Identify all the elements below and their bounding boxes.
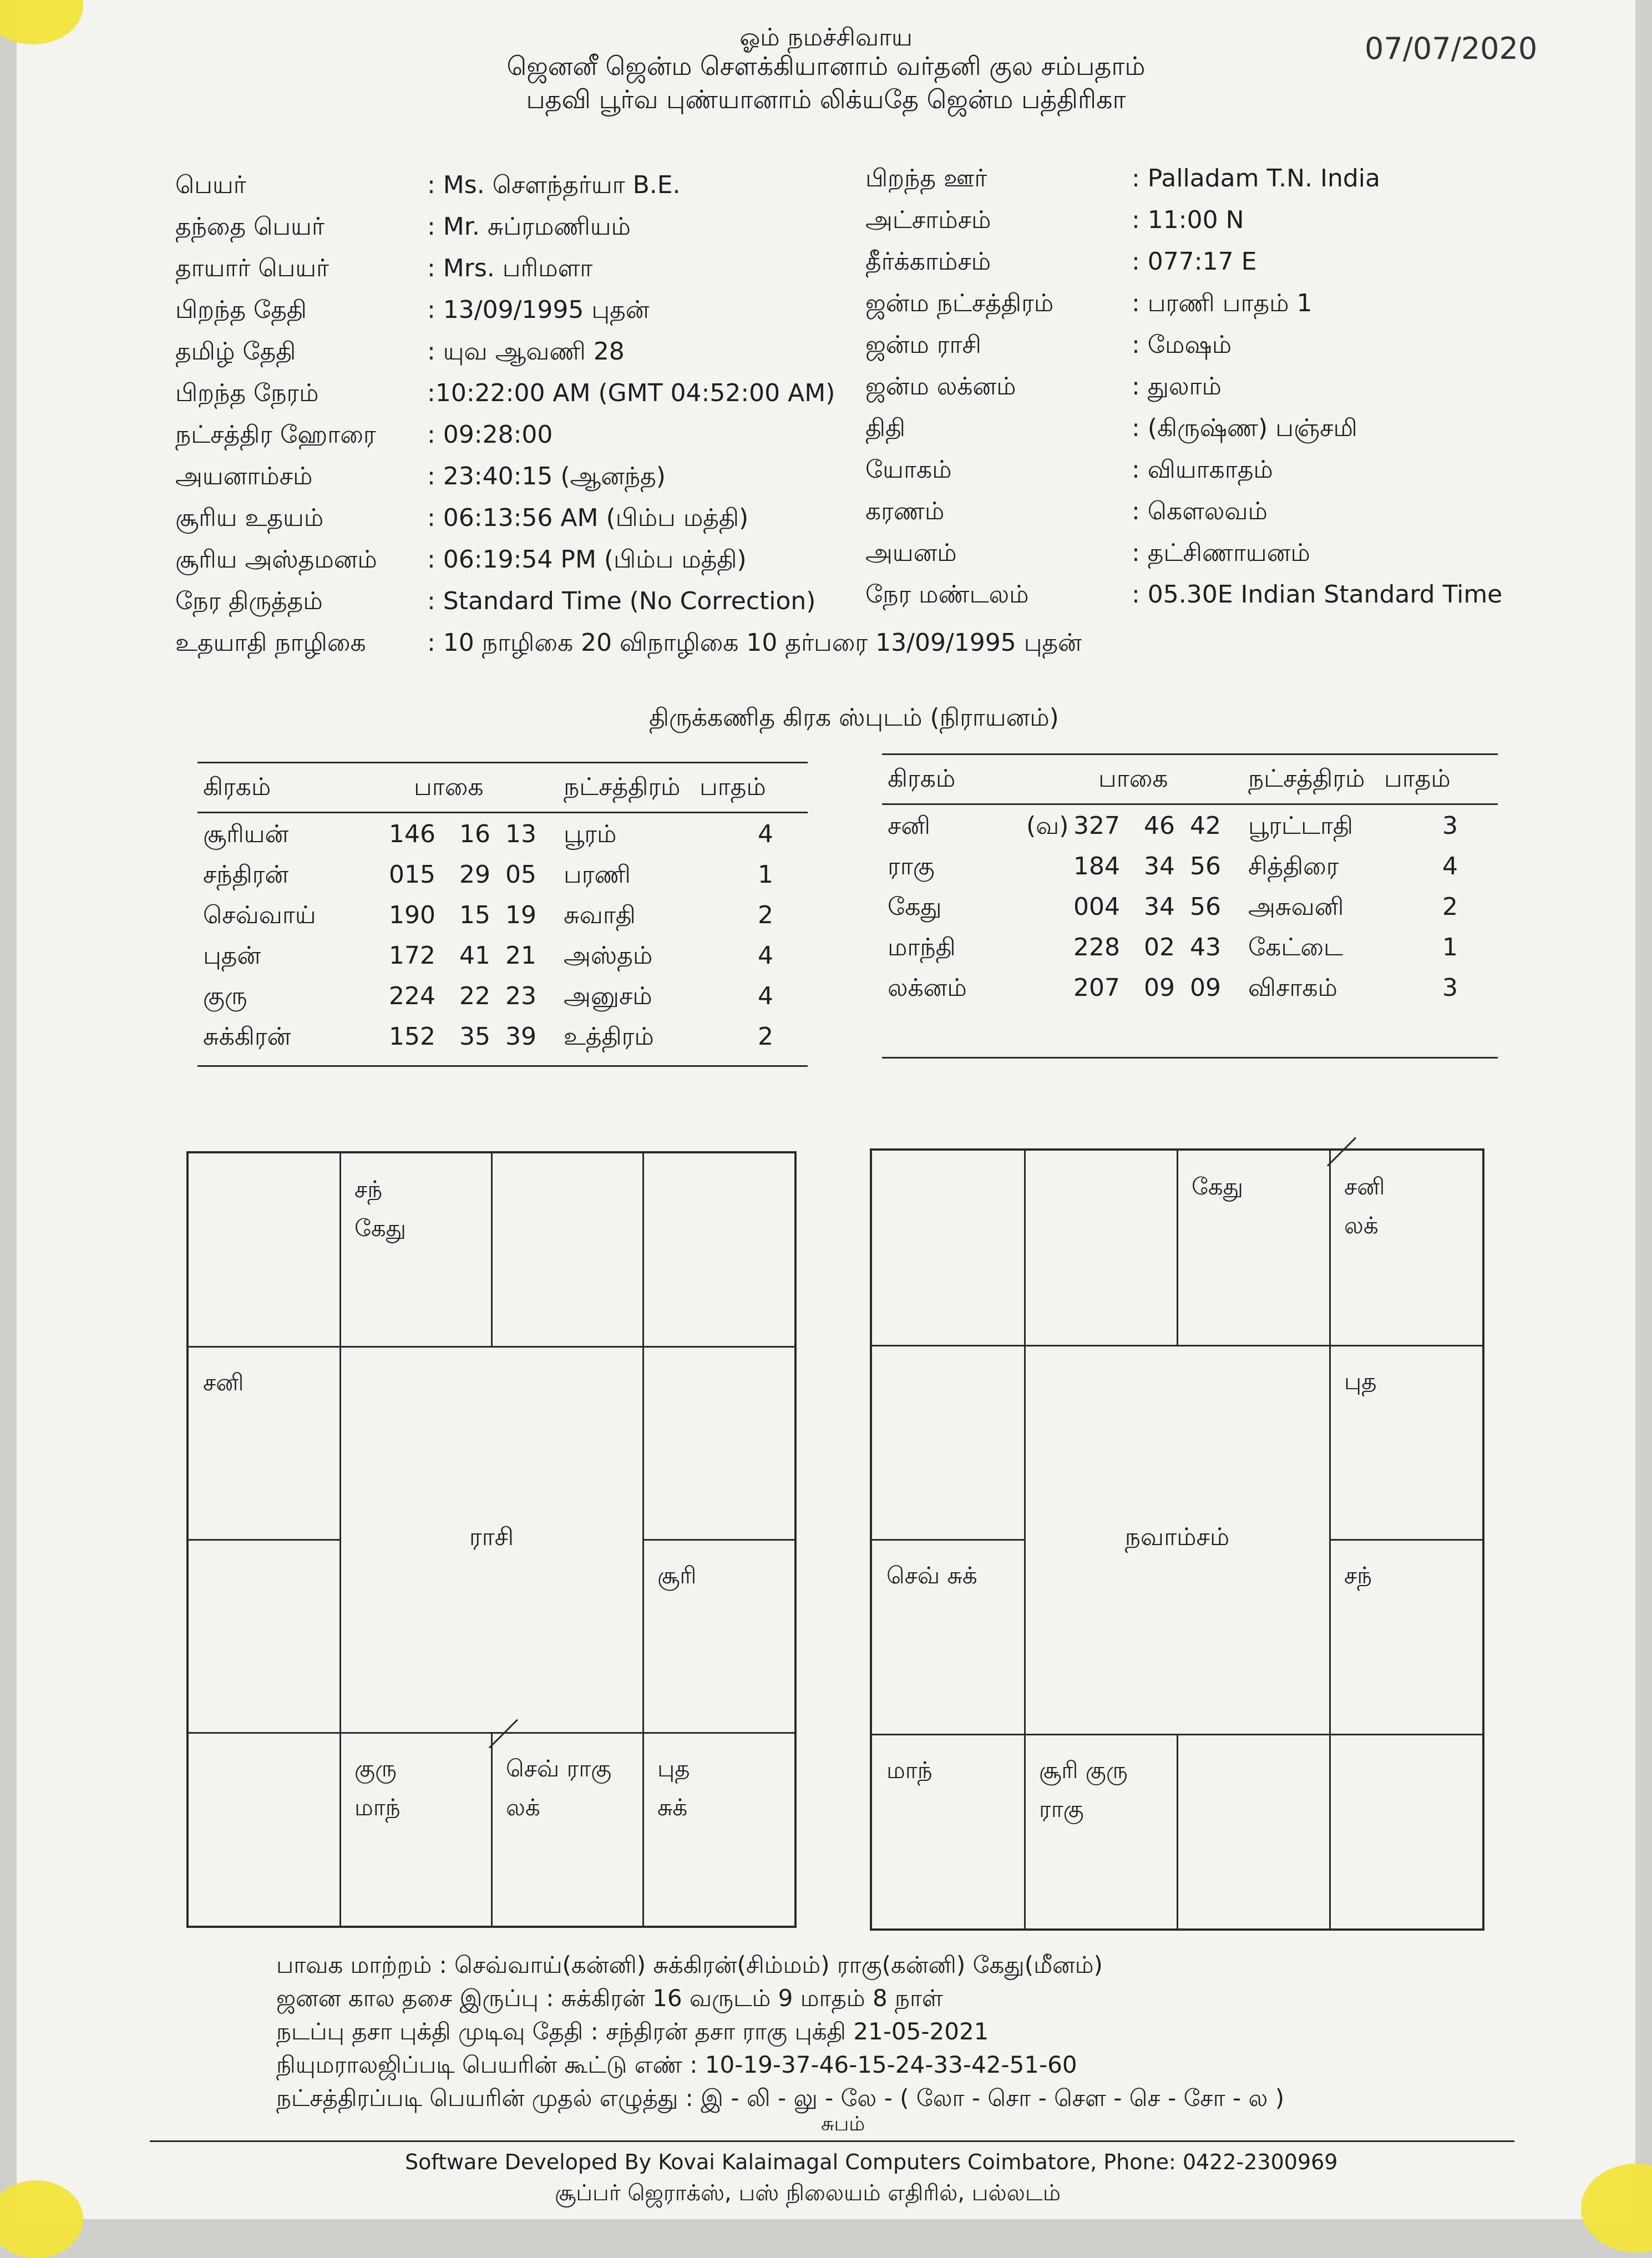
footer-rule — [150, 2140, 1514, 2142]
rasi-chart — [186, 1151, 797, 1928]
degree-value: 207 — [1073, 974, 1120, 1002]
col-header-degree: பாகை — [1098, 765, 1168, 793]
planet-name: லக்னம் — [888, 974, 967, 1002]
house-planet-kumbha: சனி — [203, 1369, 244, 1396]
degree-value: 190 — [389, 901, 435, 929]
star-name: பூரட்டாதி — [1248, 812, 1354, 840]
pada-value: 2 — [758, 901, 773, 929]
detail-label: நேர மண்டலம் — [865, 580, 1029, 609]
shop-address: சூப்பர் ஜெராக்ஸ், பஸ் நிலையம் எதிரில், பல்லடம் — [555, 2180, 1061, 2206]
detail-label: அயனம் — [865, 539, 957, 567]
grid-line — [340, 1346, 643, 1348]
minute-value: 22 — [459, 982, 490, 1010]
tape-bottom-left — [0, 2180, 83, 2258]
grid-line — [340, 1732, 643, 1734]
dasa-balance: ஜனன கால தசை இருப்பு : சுக்கிரன் 16 வருடம் 9 மாதம் 8 நாள் — [276, 1984, 943, 2012]
house-planet-mesha: சந் — [354, 1176, 383, 1203]
house-planet-makara: செவ் சுக் — [886, 1562, 977, 1589]
detail-label: கரணம் — [865, 497, 945, 525]
degree-value: 327 — [1073, 812, 1120, 840]
grid-line — [1330, 1539, 1482, 1541]
detail-value: : வியாகாதம் — [1132, 455, 1273, 484]
grid-line — [339, 1733, 341, 1926]
house-planet-kanni: சுக் — [657, 1794, 688, 1821]
minute-value: 34 — [1144, 852, 1175, 880]
col-header-planet: கிரகம் — [888, 765, 956, 793]
detail-value: : தட்சிணாயனம் — [1132, 539, 1310, 567]
grid-line — [189, 1346, 340, 1348]
degree-value: 228 — [1073, 933, 1120, 961]
minute-value: 35 — [459, 1022, 490, 1051]
pada-value: 3 — [1442, 974, 1458, 1002]
grid-line — [1177, 1151, 1178, 1345]
detail-value: :10:22:00 AM (GMT 04:52:00 AM) — [427, 379, 835, 407]
second-value: 43 — [1190, 933, 1221, 961]
detail-value: : யுவ ஆவணி 28 — [427, 337, 625, 366]
house-planet-mithuna: சனி — [1344, 1173, 1385, 1200]
star-name: சித்திரை — [1248, 852, 1339, 880]
col-header-planet: கிரகம் — [203, 773, 271, 801]
pada-value: 4 — [758, 982, 773, 1010]
grid-line — [642, 1733, 644, 1926]
minute-value: 09 — [1144, 974, 1175, 1002]
second-value: 23 — [505, 982, 536, 1010]
pada-value: 1 — [1442, 933, 1458, 961]
detail-label: அயனாம்சம் — [175, 462, 313, 490]
table-bottom-rule — [197, 1065, 808, 1067]
house-planet-simha: சந் — [1344, 1562, 1372, 1589]
print-date: 07/07/2020 — [1365, 31, 1538, 66]
pada-value: 3 — [1442, 812, 1458, 840]
detail-label: தமிழ் தேதி — [175, 337, 296, 366]
detail-label: தீர்க்காம்சம் — [865, 247, 991, 276]
minute-value: 16 — [459, 820, 490, 848]
house-planet-rishaba: கேது — [1192, 1173, 1244, 1200]
navamsa-chart — [870, 1148, 1484, 1931]
grid-line — [1329, 1734, 1331, 1929]
house-planet-vrischika: மாந் — [354, 1794, 401, 1821]
grid-line — [491, 1733, 493, 1926]
degree-value: 146 — [389, 820, 435, 848]
detail-value: : Ms. சௌந்தர்யா B.E. — [427, 171, 681, 199]
col-header-pada: பாதம் — [700, 773, 766, 801]
col-header-pada: பாதம் — [1384, 765, 1451, 793]
detail-label: நேர திருத்தம் — [175, 587, 323, 615]
minute-value: 29 — [459, 860, 490, 889]
grid-line — [642, 1153, 644, 1346]
degree-value: 172 — [389, 941, 435, 970]
detail-value: : Mr. சுப்ரமணியம் — [427, 212, 631, 241]
degree-value: 224 — [389, 982, 435, 1010]
degree-value: 015 — [389, 860, 435, 889]
name-first-letters: நட்சத்திரப்படி பெயரின் முதல் எழுத்து : இ - லி - லு - லே - ( லோ - சொ - சௌ - செ - சோ - ல ) — [276, 2084, 1285, 2112]
grid-line — [1024, 1734, 1026, 1929]
house-planet-simha: சூரி — [657, 1562, 697, 1589]
house-planet-kanni: புத — [657, 1755, 690, 1782]
planet-name: புதன் — [203, 941, 261, 970]
planet-name: சூரியன் — [203, 820, 289, 848]
house-planet-mithuna: லக் — [1344, 1212, 1379, 1239]
grid-line — [643, 1732, 794, 1734]
star-name: பூரம் — [564, 820, 617, 848]
second-value: 56 — [1190, 852, 1221, 880]
detail-label: திதி — [865, 414, 906, 442]
star-name: அசுவனி — [1248, 893, 1344, 921]
detail-label: யோகம் — [865, 455, 952, 484]
planet-name: சுக்கிரன் — [203, 1022, 291, 1051]
second-value: 13 — [505, 820, 536, 848]
house-planet-thula: செவ் ராகு — [506, 1755, 612, 1782]
bhava-change: பாவக மாற்றம் : செவ்வாய்(கன்னி) சுக்கிரன்(சிம்மம்) ராகு(கன்னி) கேது(மீனம்) — [276, 1951, 1103, 1978]
detail-value: : 077:17 E — [1132, 247, 1257, 276]
grid-line — [491, 1153, 493, 1346]
minute-value: 34 — [1144, 893, 1175, 921]
numerology-numbers: நியுமராலஜிப்படி பெயரின் கூட்டு எண் : 10-19-37-46-15-24-33-42-51-60 — [276, 2051, 1077, 2078]
detail-label: பிறந்த நேரம் — [175, 379, 319, 407]
grid-line — [1024, 1151, 1026, 1345]
minute-value: 41 — [459, 941, 490, 970]
detail-value: : 06:13:56 AM (பிம்ப மத்தி) — [427, 504, 749, 532]
detail-label: சூரிய உதயம் — [175, 504, 324, 532]
star-name: உத்திரம் — [564, 1022, 654, 1051]
second-value: 05 — [505, 860, 536, 889]
pada-value: 4 — [1442, 852, 1458, 880]
grid-line — [1330, 1734, 1482, 1735]
retro-flag: (வ) — [1026, 812, 1069, 840]
software-credit: Software Developed By Kovai Kalaimagal Computers Coimbatore, Phone: 0422-2300969 — [405, 2150, 1338, 2174]
subham-text: சுபம் — [821, 2113, 865, 2135]
grid-line — [1329, 1151, 1331, 1345]
degree-value: 152 — [389, 1022, 435, 1051]
detail-value: : 06:19:54 PM (பிம்ப மத்தி) — [427, 545, 747, 574]
detail-value: : Standard Time (No Correction) — [427, 587, 816, 615]
planet-table-title: திருக்கணித கிரக ஸ்புடம் (நிராயனம்) — [649, 703, 1059, 732]
star-name: அனுசம் — [564, 982, 652, 1010]
col-header-degree: பாகை — [414, 773, 484, 801]
detail-label: சூரிய அஸ்தமனம் — [175, 545, 377, 574]
house-planet-thula: லக் — [506, 1794, 540, 1821]
detail-value: : 09:28:00 — [427, 421, 553, 449]
star-name: கேட்டை — [1248, 933, 1344, 961]
detail-label: பிறந்த ஊர் — [865, 164, 987, 193]
header-line-3: பதவி பூர்வ புண்யானாம் லிக்யதே ஜென்ம பத்திரிகா — [526, 84, 1126, 114]
grid-line — [1330, 1345, 1482, 1346]
detail-value: : மேஷம் — [1132, 331, 1232, 359]
house-planet-vrischika: ராகு — [1039, 1795, 1084, 1822]
header-line-2: ஜெனனீ ஜென்ம சௌக்கியானாம் வர்தனி குல சம்பதாம் — [506, 51, 1146, 81]
second-value: 21 — [505, 941, 536, 970]
table-top-rule — [882, 753, 1498, 755]
grid-line — [1025, 1345, 1330, 1346]
current-dasa-end: நடப்பு தசா புக்தி முடிவு தேதி : சந்திரன் தசா ராகு புக்தி 21-05-2021 — [276, 2018, 989, 2045]
planet-name: சனி — [888, 812, 930, 840]
pada-value: 4 — [758, 941, 773, 970]
grid-line — [643, 1539, 794, 1541]
detail-label: நட்சத்திர ஹோரை — [175, 421, 376, 449]
detail-value: : (கிருஷ்ண) பஞ்சமி — [1132, 414, 1357, 442]
planet-name: கேது — [888, 893, 942, 921]
chart-center-title: நவாம்சம் — [1124, 1523, 1230, 1551]
second-value: 42 — [1190, 812, 1221, 840]
second-value: 39 — [505, 1022, 536, 1051]
chart-center-title: ராசி — [469, 1523, 514, 1551]
detail-label: ஜன்ம நட்சத்திரம் — [865, 289, 1054, 317]
minute-value: 02 — [1144, 933, 1175, 961]
header-line-1: ஓம் நமச்சிவாய — [739, 23, 913, 52]
detail-label: ஜன்ம ராசி — [865, 331, 981, 359]
detail-label: தாயார் பெயர் — [175, 254, 330, 282]
grid-line — [1177, 1734, 1178, 1929]
horoscope-sheet — [17, 0, 1635, 2219]
detail-value: : 10 நாழிகை 20 விநாழிகை 10 தர்பரை 13/09/1995 புதன் — [427, 629, 1082, 657]
degree-value: 184 — [1073, 852, 1120, 880]
detail-value: : Palladam T.N. India — [1132, 164, 1380, 193]
house-planet-vrischika: குரு — [354, 1755, 397, 1782]
detail-value: : 13/09/1995 புதன் — [427, 296, 650, 324]
minute-value: 46 — [1144, 812, 1175, 840]
detail-value: : 05.30E Indian Standard Time — [1132, 580, 1503, 609]
planet-name: ராகு — [888, 852, 935, 880]
second-value: 19 — [505, 901, 536, 929]
star-name: அஸ்தம் — [564, 941, 653, 970]
star-name: பரணி — [564, 860, 631, 889]
detail-label: அட்சாம்சம் — [865, 206, 991, 234]
detail-value: : 11:00 N — [1132, 206, 1244, 234]
pada-value: 1 — [758, 860, 773, 889]
detail-label: ஜன்ம லக்னம் — [865, 372, 1016, 401]
planet-name: குரு — [203, 982, 247, 1010]
planet-name: சந்திரன் — [203, 860, 289, 889]
col-header-star: நட்சத்திரம் — [564, 773, 681, 801]
detail-label: பிறந்த தேதி — [175, 296, 307, 324]
pada-value: 2 — [1442, 893, 1458, 921]
pada-value: 2 — [758, 1022, 773, 1051]
tape-bottom-right — [1581, 2164, 1652, 2252]
detail-label: உதயாதி நாழிகை — [175, 629, 366, 657]
grid-line — [189, 1732, 340, 1734]
col-header-star: நட்சத்திரம் — [1248, 765, 1365, 793]
grid-line — [643, 1346, 794, 1348]
table-header-rule — [882, 803, 1498, 805]
house-planet-kataka: புத — [1344, 1367, 1377, 1395]
star-name: சுவாதி — [564, 901, 636, 929]
lagna-slash-mark — [489, 1719, 518, 1749]
table-bottom-rule — [882, 1057, 1498, 1059]
detail-value: : 23:40:15 (ஆனந்த) — [427, 462, 666, 490]
grid-line — [872, 1539, 1025, 1541]
table-top-rule — [197, 762, 808, 763]
detail-value: : கௌலவம் — [1132, 497, 1268, 525]
detail-value: : Mrs. பரிமளா — [427, 254, 593, 282]
second-value: 56 — [1190, 893, 1221, 921]
detail-label: தந்தை பெயர் — [175, 212, 325, 241]
house-planet-dhanus: மாந் — [886, 1756, 933, 1784]
minute-value: 15 — [459, 901, 490, 929]
grid-line — [872, 1734, 1025, 1735]
grid-line — [1025, 1734, 1330, 1735]
detail-value: : பரணி பாதம் 1 — [1132, 289, 1313, 317]
grid-line — [189, 1539, 340, 1541]
grid-line — [872, 1345, 1025, 1346]
second-value: 09 — [1190, 974, 1221, 1002]
detail-label: பெயர் — [175, 171, 246, 199]
planet-name: மாந்தி — [888, 933, 956, 961]
grid-line — [339, 1153, 341, 1346]
lagna-slash-mark — [1327, 1137, 1356, 1167]
star-name: விசாகம் — [1248, 974, 1337, 1002]
planet-name: செவ்வாய் — [203, 901, 316, 929]
degree-value: 004 — [1073, 893, 1120, 921]
detail-value: : துலாம் — [1132, 372, 1222, 401]
pada-value: 4 — [758, 820, 773, 848]
table-header-rule — [197, 812, 808, 813]
house-planet-mesha: கேது — [354, 1214, 407, 1242]
house-planet-vrischika: சூரி குரு — [1039, 1756, 1128, 1784]
